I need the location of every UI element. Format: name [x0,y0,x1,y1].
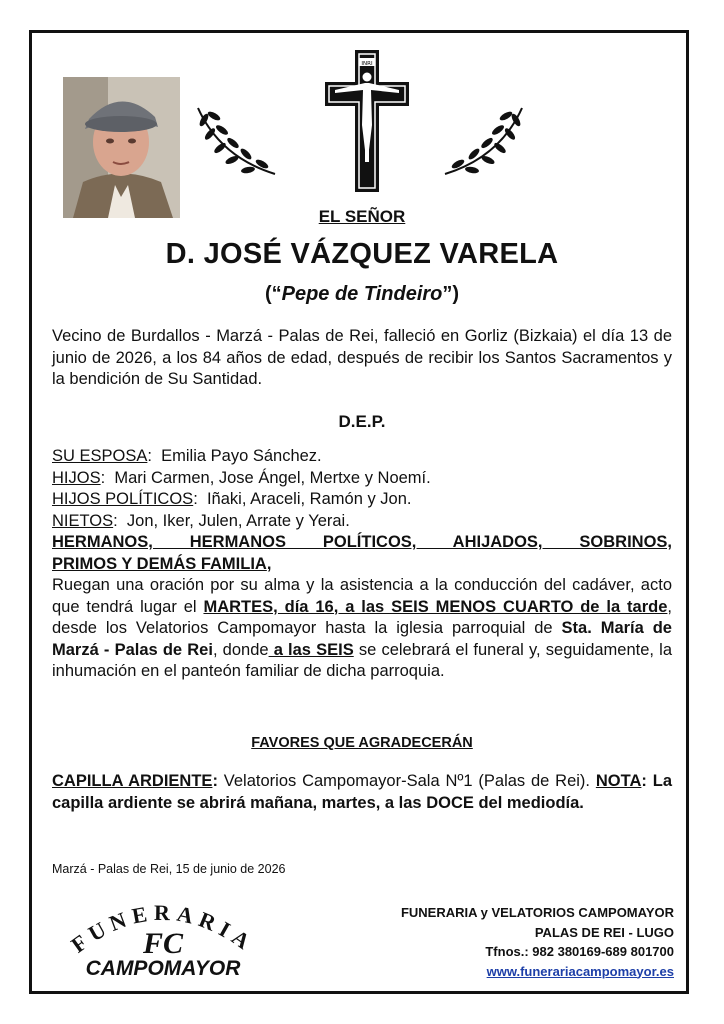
ruegan-date: MARTES, día 16, a las SEIS MENOS CUARTO de la tarde [203,597,668,616]
esposa-value: Emilia Payo Sánchez. [161,447,322,465]
place-date: Marzá - Palas de Rei, 15 de junio de 2026 [52,862,286,876]
politicos-label: HIJOS POLÍTICOS [52,490,194,508]
dep-label: D.E.P. [338,412,386,431]
hijos-value: Mari Carmen, Jose Ángel, Mertxe y Noemí. [114,468,431,487]
ruegan-part4: se celebrará el funeral y, seguidamente, la inhumación en el panteón familiar de dicha parroquia. [52,640,672,680]
hijos-row: HIJOS: Mari Carmen, Jose Ángel, Mertxe y Noemí. [52,468,431,487]
contact-line-1: FUNERARIA y VELATORIOS CAMPOMAYOR [400,905,674,920]
hermanos-line-1: HERMANOS, HERMANOS POLÍTICOS, AHIJADOS, SOBRINOS, [52,533,672,551]
nietos-label: NIETOS [52,511,114,530]
politicos-row: HIJOS POLÍTICOS: Iñaki, Araceli, Ramón y Jon. [52,490,412,508]
capilla-row: CAPILLA ARDIENTE: Velatorios Campomayor-Sala Nº1 (Palas de Rei). [52,772,591,790]
alias-open: (“ [264,283,282,305]
logo-bottom-text: CAMPOMAYOR [85,957,241,980]
alias-text: Pepe de Tindeiro [281,283,443,305]
heading: EL SEÑOR [318,207,406,226]
laurel-left-icon [190,102,280,182]
capilla-value: Velatorios Campomayor-Sala Nº1 (Palas de Rei). [223,772,591,790]
ruegan-church: Sta. María de Marzá - Palas de Rei [52,619,672,659]
funeraria-logo [52,895,274,985]
nietos-row: NIETOS: Jon, Iker, Julen, Arrate y Yerai. [52,511,350,530]
contact-phones: Tfnos.: 982 380169-689 801700 [485,944,674,959]
hermanos-line-2-row: PRIMOS Y DEMÁS FAMILIA, [52,554,272,573]
ruegan-part3: , donde [212,640,269,659]
hijos-label: HIJOS [52,468,101,487]
nota-row: NOTA: La capilla ardiente se abrirá mañana, martes, a las DOCE del mediodía. [52,772,673,812]
nota-label: NOTA [595,772,642,790]
logo-monogram: FC [142,927,184,960]
ruegan-part2: , desde los Velatorios Campomayor hasta la iglesia parroquial de [52,597,672,637]
nota-value: La capilla ardiente se abrirá mañana, martes, a las DOCE del mediodía. [52,772,673,812]
esposa-row: SU ESPOSA: Emilia Payo Sánchez. [52,447,322,465]
hermanos-line-2: PRIMOS Y DEMÁS FAMILIA [52,554,267,573]
family-block [52,446,672,683]
ruegan-paragraph [52,575,672,683]
alias-close: ”) [442,283,460,305]
esposa-label: SU ESPOSA [52,447,148,465]
politicos-value: Iñaki, Araceli, Ramón y Jon. [206,490,412,508]
ruegan-part1: Ruegan una oración por su alma y la asistencia a la conducción del cadáver, acto que tendrá lugar el [52,576,672,616]
portrait-photo [63,77,180,218]
deceased-name: D. JOSÉ VÁZQUEZ VARELA [165,238,559,270]
capilla-label: CAPILLA ARDIENTE [52,772,213,790]
intro-paragraph: Vecino de Burdallos - Marzá - Palas de Rei, falleció en Gorliz (Bizkaia) el día 13 de junio de 2026, a los 84 años de edad, después de recibir los Santos Sacramentos y la bendición de Su Santidad. [52,327,672,388]
capilla-block [52,770,672,814]
alias [52,283,672,306]
nietos-value: Jon, Iker, Julen, Arrate y Yerai. [126,511,350,530]
contact-line-2: PALAS DE REI - LUGO [534,924,674,940]
favores-label: FAVORES QUE AGRADECERÁN [251,735,473,751]
laurel-right-icon [440,102,530,182]
contact-block [401,903,674,981]
cross-inscription: INRI [361,61,373,67]
logo-top-text: FUNERARIA [66,899,260,958]
website-link[interactable]: www.funerariacampomayor.es [486,963,674,979]
crucifix-icon [325,50,409,192]
ruegan-time: a las SEIS [268,640,354,659]
